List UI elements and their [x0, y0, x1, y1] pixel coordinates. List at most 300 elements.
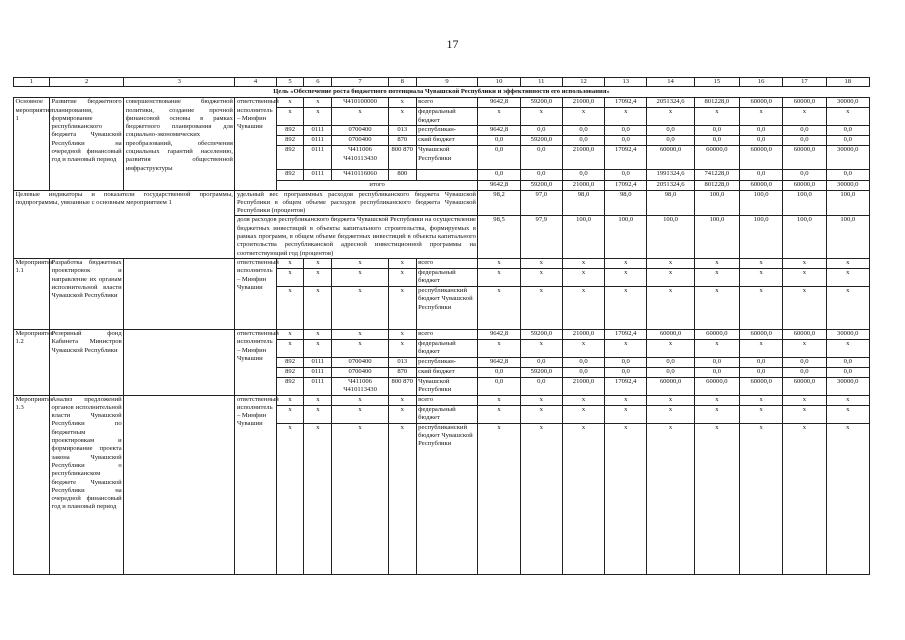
- indicator-row: [14, 190, 870, 216]
- value-cell: 0,0: [694, 136, 739, 146]
- indicator-value: 100,0: [740, 190, 783, 216]
- value-cell: 9642,8: [478, 357, 520, 367]
- value-cell: 21000,0: [562, 329, 604, 339]
- value-cell: х: [562, 339, 604, 357]
- vr-cell: 013: [388, 126, 416, 136]
- value-cell: х: [740, 268, 783, 286]
- vr-cell: 870: [388, 136, 416, 146]
- indicators-label: Целевые индикаторы и показатели государственной программы, подпрограммы, увязанные с основным мероприятием 1: [14, 190, 235, 258]
- value-cell: х: [562, 286, 604, 329]
- grbs-cell: х: [276, 339, 304, 357]
- value-cell: 0,0: [562, 126, 604, 136]
- value-cell: х: [520, 405, 562, 423]
- funding-source-cell: федеральный бюджет: [416, 108, 478, 126]
- value-cell: х: [694, 423, 739, 574]
- goal-row: [14, 87, 870, 98]
- value-cell: 30000,0: [826, 98, 869, 108]
- value-cell: 0,0: [694, 126, 739, 136]
- column-number-cell: 7: [332, 78, 389, 87]
- value-cell: х: [478, 423, 520, 574]
- event-1-purpose: [124, 258, 235, 329]
- value-cell: 21000,0: [562, 146, 604, 170]
- value-cell: х: [826, 423, 869, 574]
- value-cell: 0,0: [605, 357, 647, 367]
- funding-source-cell: федеральный бюджет: [416, 268, 478, 286]
- indicator-value: 100,0: [783, 190, 826, 216]
- value-cell: х: [826, 286, 869, 329]
- vr-cell: 800 870: [388, 377, 416, 395]
- value-cell: х: [520, 339, 562, 357]
- budget-table: [13, 77, 870, 575]
- value-cell: х: [605, 405, 647, 423]
- value-cell: 0,0: [605, 170, 647, 181]
- value-cell: 60000,0: [783, 329, 826, 339]
- value-cell: 17092,4: [605, 146, 647, 170]
- grbs-cell: 892: [276, 170, 304, 181]
- grbs-cell: 892: [276, 126, 304, 136]
- value-cell: 0,0: [647, 136, 694, 146]
- rz-cell: 0111: [304, 170, 332, 181]
- value-cell: 60000,0: [740, 329, 783, 339]
- value-cell: х: [783, 108, 826, 126]
- value-cell: 30000,0: [826, 377, 869, 395]
- value-cell: 0,0: [478, 146, 520, 170]
- value-cell: 741228,0: [694, 170, 739, 181]
- indicator-value: 98,0: [562, 190, 604, 216]
- grbs-cell: 892: [276, 136, 304, 146]
- vr-cell: х: [388, 405, 416, 423]
- column-number-cell: 17: [783, 78, 826, 87]
- rz-cell: 0111: [304, 126, 332, 136]
- value-cell: 9642,8: [478, 98, 520, 108]
- value-cell: 0,0: [740, 136, 783, 146]
- value-cell: 0,0: [478, 377, 520, 395]
- csr-cell: х: [332, 423, 389, 574]
- rz-cell: х: [304, 108, 332, 126]
- indicator-text: доля расходов республиканского бюджета Чувашской Республики на осуществление бюджетных инвестиций в объекты капитального строительства, формируемых в рамках программ, в общем объеме бюджетных инвестиций в объекты капитального строительства республиканской адресной инвестиционной программы на соответствующий год (процентов): [236, 216, 476, 257]
- funding-source-cell: [416, 170, 478, 181]
- value-cell: х: [478, 339, 520, 357]
- value-cell: 60000,0: [647, 377, 694, 395]
- value-cell: х: [647, 405, 694, 423]
- value-cell: 0,0: [740, 126, 783, 136]
- value-cell: 60000,0: [783, 98, 826, 108]
- value-cell: 59200,0: [520, 367, 562, 377]
- value-cell: 0,0: [826, 136, 869, 146]
- indicator-value: 98,5: [478, 216, 520, 258]
- vr-cell: 870: [388, 367, 416, 377]
- value-cell: х: [562, 268, 604, 286]
- rz-cell: х: [304, 339, 332, 357]
- total-value-cell: 17092,4: [605, 181, 647, 190]
- value-cell: х: [605, 268, 647, 286]
- page-number: 17: [446, 37, 459, 51]
- rz-cell: 0111: [304, 146, 332, 170]
- funding-source-cell: всего: [416, 395, 478, 405]
- event-1-code: Мероприятие 1.1: [14, 258, 50, 329]
- indicator-value: 98,0: [647, 190, 694, 216]
- total-value-cell: 30000,0: [826, 181, 869, 190]
- csr-cell: 0700400: [332, 367, 389, 377]
- value-cell: 60000,0: [740, 98, 783, 108]
- value-cell: 0,0: [520, 170, 562, 181]
- event-2-name: Резервный фонд Кабинета Министров Чувашской Республики: [50, 329, 124, 395]
- value-cell: 60000,0: [647, 146, 694, 170]
- value-cell: х: [783, 339, 826, 357]
- value-cell: 0,0: [740, 367, 783, 377]
- budget-table-wrapper: [13, 77, 870, 575]
- value-cell: 0,0: [826, 357, 869, 367]
- grbs-cell: х: [276, 108, 304, 126]
- value-cell: 60000,0: [694, 329, 739, 339]
- value-cell: х: [605, 395, 647, 405]
- total-value-cell: 2051324,6: [647, 181, 694, 190]
- value-cell: 0,0: [826, 367, 869, 377]
- grbs-cell: 892: [276, 377, 304, 395]
- total-value-cell: 801228,0: [694, 181, 739, 190]
- grbs-cell: х: [276, 405, 304, 423]
- value-cell: 0,0: [605, 367, 647, 377]
- value-cell: 0,0: [478, 170, 520, 181]
- vr-cell: 800 870: [388, 146, 416, 170]
- value-cell: х: [783, 268, 826, 286]
- value-cell: 0,0: [478, 367, 520, 377]
- rz-cell: х: [304, 258, 332, 268]
- csr-cell: х: [332, 268, 389, 286]
- column-number-cell: 9: [416, 78, 478, 87]
- indicator-value: 100,0: [826, 216, 869, 258]
- value-cell: 30000,0: [826, 329, 869, 339]
- value-cell: 0,0: [520, 377, 562, 395]
- basic-event-responsible: ответственный исполнитель – Минфин Чувашии: [235, 98, 276, 190]
- value-cell: х: [694, 258, 739, 268]
- vr-cell: 800: [388, 170, 416, 181]
- value-cell: х: [562, 395, 604, 405]
- total-value-cell: 9642,8: [478, 181, 520, 190]
- value-cell: 59200,0: [520, 136, 562, 146]
- rz-cell: 0111: [304, 136, 332, 146]
- value-cell: х: [562, 108, 604, 126]
- value-cell: х: [826, 268, 869, 286]
- column-number-cell: 18: [826, 78, 869, 87]
- indicator-value: 98,2: [478, 190, 520, 216]
- event-3-code: Мероприятие 1.3: [14, 395, 50, 574]
- funding-source-cell: республикан-: [416, 357, 478, 367]
- csr-cell: Ч411006 Ч410113430: [332, 146, 389, 170]
- column-number-cell: 5: [276, 78, 304, 87]
- event-3-name: Анализ предложений органов исполнительной власти Чувашской Республики по бюджетным проектировкам и формирование проекта закона Чувашской Республики о республиканском бюджете Чувашской Республики на очередной финансовый год и плановый период: [50, 395, 124, 574]
- value-cell: х: [647, 268, 694, 286]
- column-number-cell: 1: [14, 78, 50, 87]
- goal-cell: Цель «Обеспечение роста бюджетного потенциала Чувашской Республики и эффективности его использования»: [14, 87, 870, 98]
- csr-cell: 0700400: [332, 357, 389, 367]
- value-cell: 0,0: [478, 136, 520, 146]
- value-cell: 0,0: [647, 357, 694, 367]
- indicator-text: удельный вес программных расходов республиканского бюджета Чувашской Республики в общем объеме расходов республиканского бюджета Чувашской Республики (процентов): [236, 190, 476, 215]
- value-cell: 0,0: [826, 170, 869, 181]
- rz-cell: 0111: [304, 357, 332, 367]
- value-cell: х: [694, 268, 739, 286]
- value-cell: х: [826, 258, 869, 268]
- rz-cell: х: [304, 329, 332, 339]
- rz-cell: х: [304, 423, 332, 574]
- vr-cell: х: [388, 268, 416, 286]
- vr-cell: х: [388, 395, 416, 405]
- rz-cell: х: [304, 98, 332, 108]
- value-cell: 0,0: [694, 367, 739, 377]
- grbs-cell: х: [276, 423, 304, 574]
- value-cell: 0,0: [826, 126, 869, 136]
- csr-cell: Ч410100000: [332, 98, 389, 108]
- funding-source-cell: всего: [416, 329, 478, 339]
- value-cell: 59200,0: [520, 329, 562, 339]
- column-number-cell: 8: [388, 78, 416, 87]
- value-cell: х: [562, 258, 604, 268]
- value-cell: 0,0: [562, 367, 604, 377]
- value-cell: 0,0: [520, 146, 562, 170]
- value-cell: х: [740, 405, 783, 423]
- value-cell: х: [783, 258, 826, 268]
- rz-cell: х: [304, 268, 332, 286]
- funding-source-cell: республиканский бюджет Чувашской Республики: [416, 286, 478, 329]
- total-value-cell: 21000,0: [562, 181, 604, 190]
- value-cell: х: [478, 108, 520, 126]
- grbs-cell: х: [276, 329, 304, 339]
- value-cell: х: [478, 258, 520, 268]
- value-cell: х: [647, 423, 694, 574]
- csr-cell: х: [332, 286, 389, 329]
- value-cell: х: [647, 395, 694, 405]
- csr-cell: Ч410116060: [332, 170, 389, 181]
- value-cell: х: [520, 258, 562, 268]
- csr-cell: х: [332, 258, 389, 268]
- rz-cell: 0111: [304, 367, 332, 377]
- value-cell: х: [826, 108, 869, 126]
- value-cell: х: [562, 405, 604, 423]
- value-cell: х: [826, 339, 869, 357]
- value-cell: 0,0: [562, 136, 604, 146]
- value-cell: 0,0: [783, 126, 826, 136]
- vr-cell: х: [388, 329, 416, 339]
- funding-source-cell: Чувашской Республики: [416, 146, 478, 170]
- value-cell: х: [694, 108, 739, 126]
- value-cell: 0,0: [562, 357, 604, 367]
- value-cell: 17092,4: [605, 98, 647, 108]
- value-cell: х: [694, 286, 739, 329]
- column-number-cell: 12: [562, 78, 604, 87]
- value-cell: х: [783, 395, 826, 405]
- indicator-value: 97,9: [520, 216, 562, 258]
- value-cell: 17092,4: [605, 329, 647, 339]
- value-cell: 0,0: [605, 126, 647, 136]
- value-cell: х: [605, 339, 647, 357]
- value-cell: 0,0: [520, 126, 562, 136]
- indicator-value: 100,0: [605, 216, 647, 258]
- vr-cell: х: [388, 108, 416, 126]
- value-cell: х: [694, 405, 739, 423]
- grbs-cell: 892: [276, 357, 304, 367]
- column-number-cell: 16: [740, 78, 783, 87]
- value-cell: 0,0: [605, 136, 647, 146]
- grbs-cell: 892: [276, 367, 304, 377]
- value-cell: 1991324,6: [647, 170, 694, 181]
- event-1-responsible: ответственный исполнитель – Минфин Чувашии: [235, 258, 276, 329]
- indicator-value: 97,0: [520, 190, 562, 216]
- funding-source-cell: ский бюджет: [416, 367, 478, 377]
- csr-cell: х: [332, 329, 389, 339]
- value-cell: х: [605, 286, 647, 329]
- value-cell: 60000,0: [783, 146, 826, 170]
- table-body: [14, 78, 870, 575]
- column-number-cell: 15: [694, 78, 739, 87]
- column-number-cell: 2: [50, 78, 124, 87]
- value-cell: х: [647, 108, 694, 126]
- value-cell: х: [647, 286, 694, 329]
- total-value-cell: 60000,0: [740, 181, 783, 190]
- event-3-purpose: [124, 395, 235, 574]
- value-cell: 0,0: [520, 357, 562, 367]
- event-2-code: Мероприятие 1.2: [14, 329, 50, 395]
- grbs-cell: х: [276, 286, 304, 329]
- grbs-cell: х: [276, 268, 304, 286]
- rz-cell: х: [304, 395, 332, 405]
- vr-cell: х: [388, 339, 416, 357]
- basic-event-purpose: совершенствование бюджетной политики, создание прочной финансовой основы в рамках бюджетного планирования для социально-экономических преобразований, обеспечения социальных гарантий населению, развития общественной инфраструктуры: [124, 98, 235, 190]
- column-number-cell: 11: [520, 78, 562, 87]
- value-cell: х: [478, 286, 520, 329]
- funding-source-cell: республиканский бюджет Чувашской Республики: [416, 423, 478, 574]
- value-cell: 60000,0: [694, 146, 739, 170]
- csr-cell: х: [332, 339, 389, 357]
- indicator-value: 100,0: [694, 190, 739, 216]
- value-cell: 17092,4: [605, 377, 647, 395]
- value-cell: х: [478, 268, 520, 286]
- value-cell: 0,0: [562, 170, 604, 181]
- value-cell: 60000,0: [783, 377, 826, 395]
- value-cell: 60000,0: [740, 146, 783, 170]
- value-cell: х: [605, 108, 647, 126]
- value-cell: х: [647, 339, 694, 357]
- value-cell: 0,0: [740, 357, 783, 367]
- vr-cell: х: [388, 286, 416, 329]
- vr-cell: х: [388, 423, 416, 574]
- value-cell: 60000,0: [740, 377, 783, 395]
- csr-cell: 0700400: [332, 136, 389, 146]
- event-1-name: Разработка бюджетных проектировок и направление их органам исполнительной власти Чувашской Республики: [50, 258, 124, 329]
- indicator-value: 100,0: [647, 216, 694, 258]
- funding-source-cell: всего: [416, 98, 478, 108]
- vr-cell: х: [388, 98, 416, 108]
- indicator-value: 100,0: [826, 190, 869, 216]
- value-cell: х: [562, 423, 604, 574]
- basic-event-name: Развитие бюджетного планирования, формирование республиканского бюджета Чувашской Республики на очередной финансовый год и плановый период: [50, 98, 124, 190]
- event-2-purpose: [124, 329, 235, 395]
- value-cell: 9642,8: [478, 126, 520, 136]
- total-value-cell: 59200,0: [520, 181, 562, 190]
- value-cell: х: [478, 405, 520, 423]
- indicator-value: 100,0: [694, 216, 739, 258]
- csr-cell: х: [332, 395, 389, 405]
- column-number-row: [14, 78, 870, 87]
- value-cell: х: [740, 258, 783, 268]
- value-cell: х: [520, 286, 562, 329]
- value-cell: х: [605, 258, 647, 268]
- value-cell: 0,0: [783, 170, 826, 181]
- value-cell: х: [740, 339, 783, 357]
- value-cell: х: [783, 286, 826, 329]
- value-cell: х: [783, 423, 826, 574]
- value-cell: х: [520, 423, 562, 574]
- value-cell: 0,0: [694, 357, 739, 367]
- value-cell: 0,0: [647, 126, 694, 136]
- value-cell: х: [647, 258, 694, 268]
- total-label-cell: итого: [276, 181, 478, 190]
- value-cell: х: [478, 395, 520, 405]
- event-2-row: [14, 329, 870, 339]
- value-cell: х: [826, 405, 869, 423]
- value-cell: 21000,0: [562, 98, 604, 108]
- event-3-responsible: ответственный исполнитель – Минфин Чувашии: [235, 395, 276, 574]
- vr-cell: х: [388, 258, 416, 268]
- value-cell: 60000,0: [647, 329, 694, 339]
- value-cell: х: [520, 108, 562, 126]
- csr-cell: х: [332, 108, 389, 126]
- column-number-cell: 10: [478, 78, 520, 87]
- rz-cell: 0111: [304, 377, 332, 395]
- grbs-cell: 892: [276, 146, 304, 170]
- value-cell: 21000,0: [562, 377, 604, 395]
- value-cell: 0,0: [783, 136, 826, 146]
- event-3-row: [14, 395, 870, 405]
- funding-source-cell: Чувашской Республики: [416, 377, 478, 395]
- rz-cell: х: [304, 405, 332, 423]
- value-cell: х: [520, 268, 562, 286]
- csr-cell: 0700400: [332, 126, 389, 136]
- value-cell: х: [605, 423, 647, 574]
- funding-source-cell: ский бюджет: [416, 136, 478, 146]
- value-cell: 0,0: [647, 367, 694, 377]
- column-number-cell: 3: [124, 78, 235, 87]
- value-cell: х: [826, 395, 869, 405]
- total-value-cell: 60000,0: [783, 181, 826, 190]
- value-cell: х: [694, 395, 739, 405]
- value-cell: 0,0: [783, 367, 826, 377]
- value-cell: 801228,0: [694, 98, 739, 108]
- value-cell: 30000,0: [826, 146, 869, 170]
- value-cell: х: [783, 405, 826, 423]
- csr-cell: Ч411006 Ч410113430: [332, 377, 389, 395]
- value-cell: 2051324,6: [647, 98, 694, 108]
- value-cell: 9642,8: [478, 329, 520, 339]
- csr-cell: х: [332, 405, 389, 423]
- vr-cell: 013: [388, 357, 416, 367]
- basic-event-row: [14, 98, 870, 108]
- funding-source-cell: республикан-: [416, 126, 478, 136]
- indicator-value: 100,0: [740, 216, 783, 258]
- grbs-cell: х: [276, 258, 304, 268]
- indicator-value: 98,0: [605, 190, 647, 216]
- funding-source-cell: федеральный бюджет: [416, 339, 478, 357]
- column-number-cell: 4: [235, 78, 276, 87]
- column-number-cell: 6: [304, 78, 332, 87]
- value-cell: х: [740, 423, 783, 574]
- grbs-cell: х: [276, 98, 304, 108]
- basic-event-code: Основное мероприятие 1: [14, 98, 50, 190]
- value-cell: 0,0: [740, 170, 783, 181]
- rz-cell: х: [304, 286, 332, 329]
- indicator-value: 100,0: [562, 216, 604, 258]
- value-cell: х: [740, 395, 783, 405]
